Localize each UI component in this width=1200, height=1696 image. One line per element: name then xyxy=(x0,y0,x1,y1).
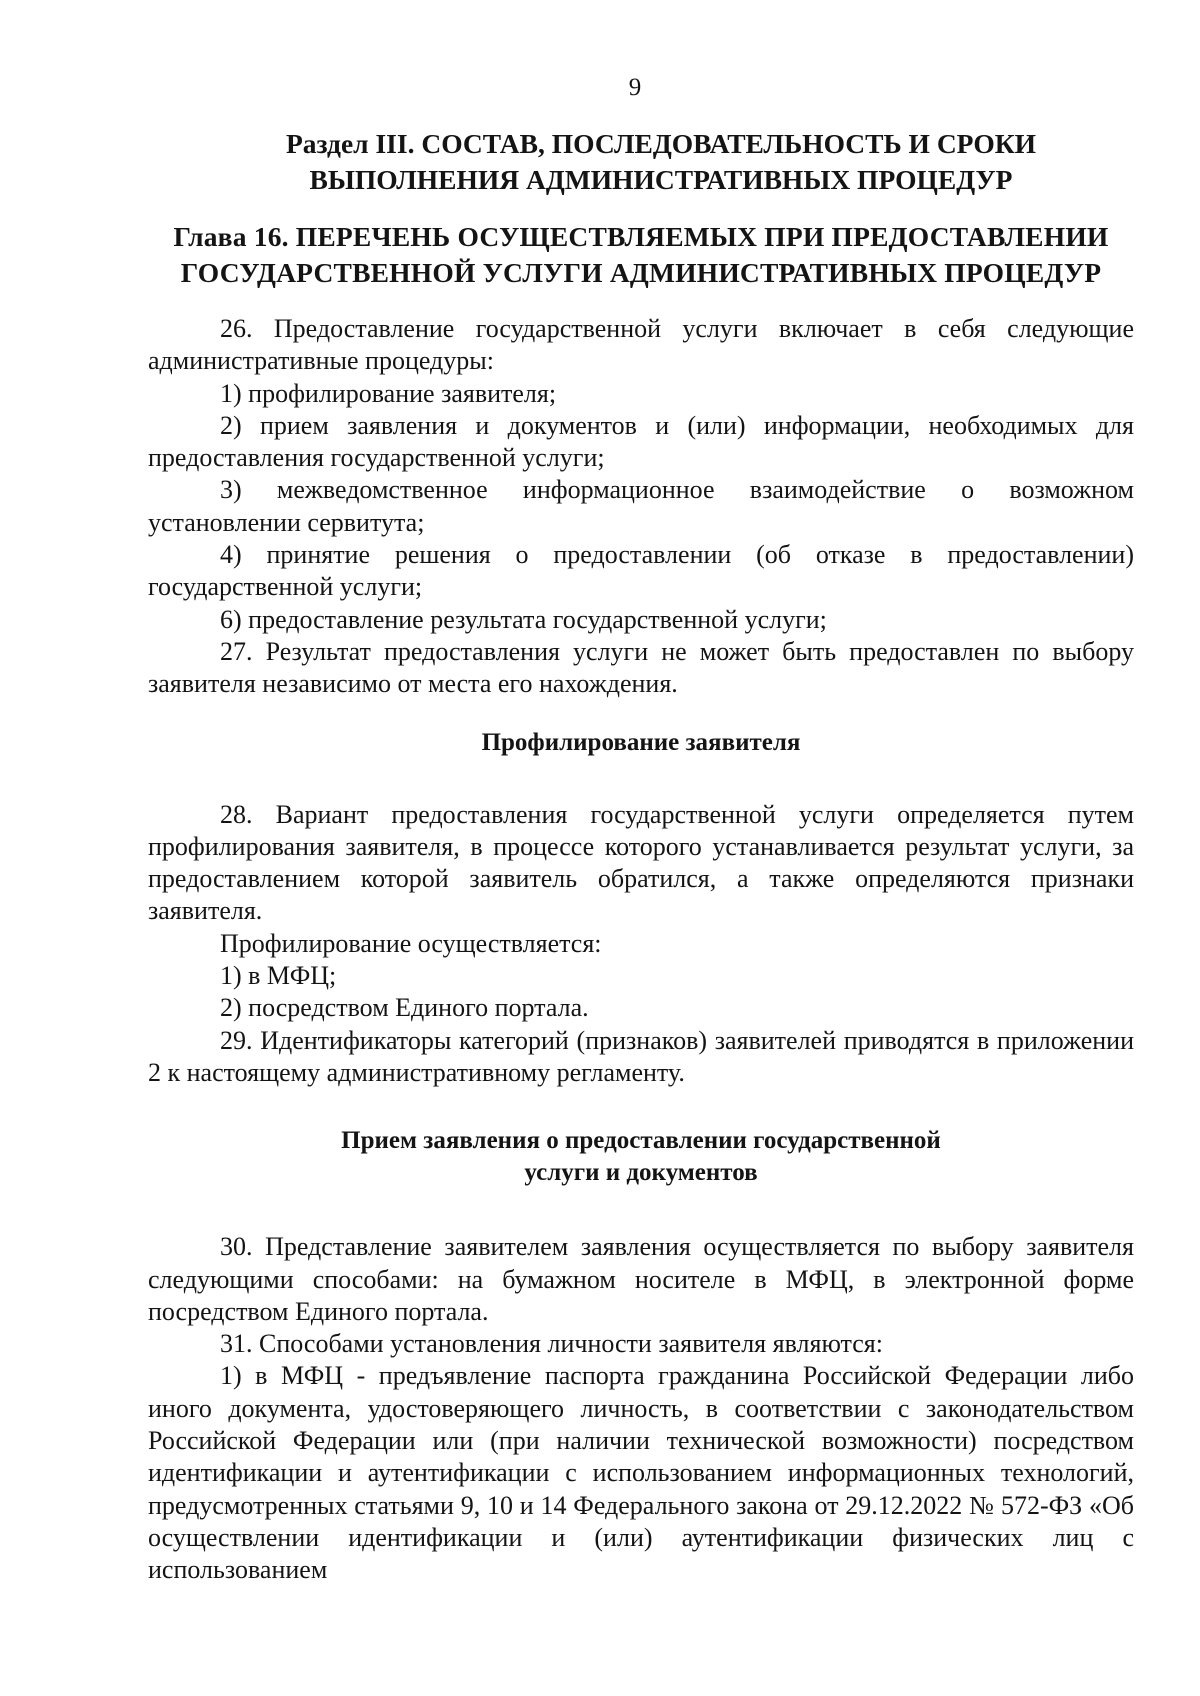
subheading-reception-line-1: Прием заявления о предоставлении государственной xyxy=(341,1127,941,1155)
subheading-reception xyxy=(148,1125,1134,1189)
chapter-heading xyxy=(148,219,1134,291)
list-item-mfc: 1) в МФЦ; xyxy=(220,961,337,991)
list-item-profiling: 1) профилирование заявителя; xyxy=(220,378,557,408)
paragraph-29: 29. Идентификаторы категорий (признаков) заявителей приводятся в приложении 2 к настоящему административному регламенту. xyxy=(148,1025,1134,1087)
paragraph-profiling-ways: Профилирование осуществляется: xyxy=(220,928,602,958)
paragraph-30: 30. Представление заявителем заявления осуществляется по выбору заявителя следующими способами: на бумажном носителе в МФЦ, в электронной форме посредством Единого портала. xyxy=(148,1232,1134,1326)
chapter-heading-line-2: ГОСУДАРСТВЕННОЙ УСЛУГИ АДМИНИСТРАТИВНЫХ ПРОЦЕДУР xyxy=(180,257,1102,288)
section-heading-line-1: Раздел III. СОСТАВ, ПОСЛЕДОВАТЕЛЬНОСТЬ И СРОКИ xyxy=(285,128,1037,159)
list-item-interagency: 3) межведомственное информационное взаимодействие о возможном установлении сервитута; xyxy=(148,475,1134,537)
list-item-result: 6) предоставление результата государственной услуги; xyxy=(220,604,827,634)
page-number: 9 xyxy=(628,74,642,101)
paragraph-31: 31. Способами установления личности заявителя являются: xyxy=(220,1329,883,1359)
subheading-profiling: Профилирование заявителя xyxy=(481,728,801,756)
chapter-heading-line-1: Глава 16. ПЕРЕЧЕНЬ ОСУЩЕСТВЛЯЕМЫХ ПРИ ПРЕДОСТАВЛЕНИИ xyxy=(173,221,1109,252)
list-item-decision: 4) принятие решения о предоставлении (об отказе в предоставлении) государственной услуги; xyxy=(148,540,1134,602)
list-item-reception: 2) прием заявления и документов и (или) информации, необходимых для предоставления государственной услуги; xyxy=(148,410,1134,473)
section-heading-line-2: ВЫПОЛНЕНИЯ АДМИНИСТРАТИВНЫХ ПРОЦЕДУР xyxy=(309,164,1013,195)
paragraph-27: 27. Результат предоставления услуги не может быть предоставлен по выбору заявителя независимо от места его нахождения. xyxy=(148,636,1134,699)
paragraph-28: 28. Вариант предоставления государственной услуги определяется путем профилирования заявителя, в процессе которого устанавливается результат услуги, за предоставлением которой заявитель обратился, а также определяются признаки заявителя. xyxy=(148,799,1134,926)
list-item-portal: 2) посредством Единого портала. xyxy=(220,993,589,1023)
paragraph-26: 26. Предоставление государственной услуги включает в себя следующие административные процедуры: xyxy=(148,314,1134,376)
subheading-reception-line-2: услуги и документов xyxy=(524,1159,758,1187)
list-item-identity-mfc: 1) в МФЦ - предъявление паспорта гражданина Российской Федерации либо иного документа, удостоверяющего личность, в соответствии с законодательством Российской Федерации или (при наличии технической возможности) посредством идентификации и аутентификации с использованием информационных технологий, предусмотренных статьями 9, 10 и 14 Федерального закона от 29.12.2022 № 572-ФЗ «Об осуществлении идентификации и (или) аутентификации физических лиц с использованием xyxy=(148,1361,1134,1585)
section-heading xyxy=(168,126,1154,198)
document-body xyxy=(148,126,1134,1587)
